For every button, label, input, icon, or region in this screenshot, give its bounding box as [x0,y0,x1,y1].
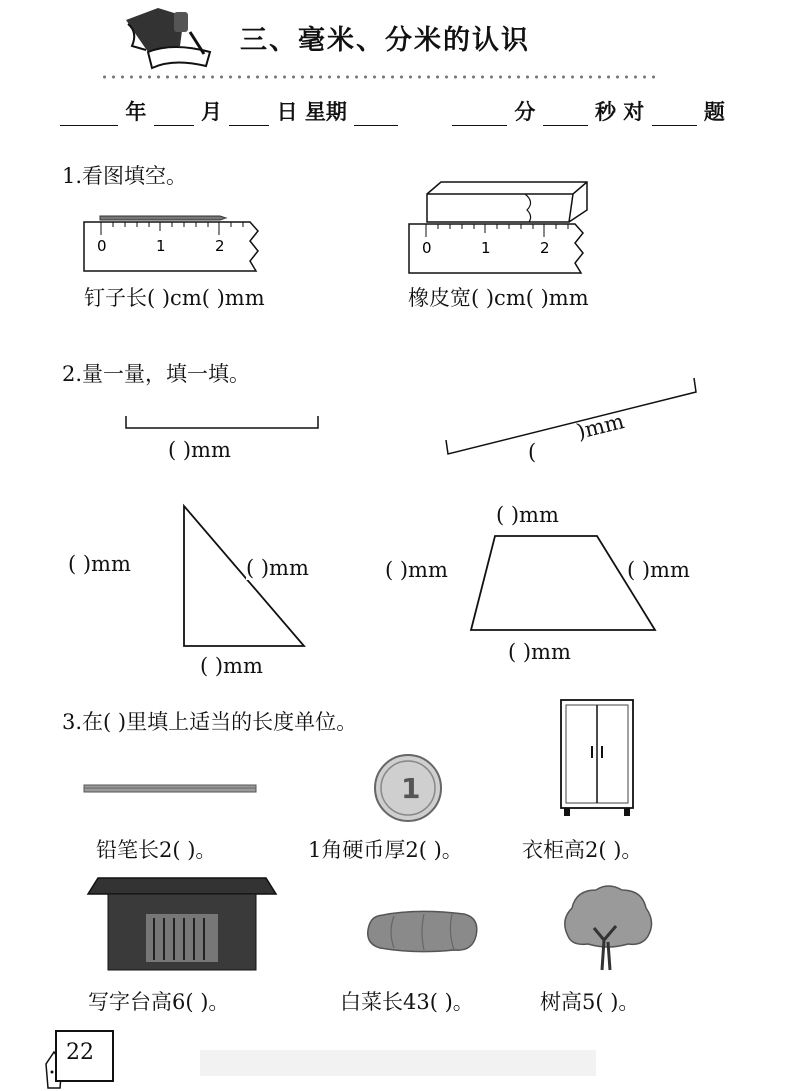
nail-ruler-figure [80,205,270,277]
wardrobe-label: 衣柜高2( )。 [522,838,643,862]
page-number: 22 [66,1040,94,1065]
nail-length-label: 钉子长( )cm( )mm [84,286,265,310]
eraser-width-label: 橡皮宽( )cm( )mm [408,286,589,310]
weekday-blank[interactable] [354,105,398,126]
triangle-bottom-label: ( )mm [200,654,263,678]
segment-1 [120,412,325,434]
segment-1-label: ( )mm [168,438,231,462]
trapezoid [465,530,661,636]
tick-label-0: 0 [97,237,107,255]
trapezoid-top-label: ( )mm [496,503,559,527]
segment-2-label: )mm [574,409,627,444]
triangle-left-label: ( )mm [68,552,131,576]
pencil-label: 铅笔长2( )。 [96,838,217,862]
desk-image [84,874,280,972]
coin-image [372,752,444,824]
segment-2 [440,372,705,462]
q2-title: 2.量一量，填一填。 [62,362,251,386]
trapezoid-bottom-label: ( )mm [508,640,571,664]
segment-2-open-paren: ( [528,440,537,464]
tree-label: 树高5( )。 [540,990,640,1014]
seconds-blank[interactable] [543,105,588,126]
correct-blank[interactable] [652,105,697,126]
score-line: 分 秒 对 题 [452,96,725,126]
header-illustration [118,2,218,74]
ruler [409,224,583,273]
tick-label-1: 1 [481,239,491,257]
nail [100,216,226,220]
trapezoid-right-label: ( )mm [627,558,690,582]
day-blank[interactable] [229,105,269,126]
title-divider [100,74,660,80]
year-blank[interactable] [60,105,118,126]
page-title: 三、毫米、分米的认识 [240,25,530,56]
tick-label-2: 2 [540,239,550,257]
tick-label-1: 1 [156,237,166,255]
minutes-blank[interactable] [452,105,507,126]
tick-label-2: 2 [215,237,225,255]
footer-bar [200,1050,596,1076]
trapezoid-left-label: ( )mm [385,558,448,582]
tree-image [558,880,658,972]
pencil-image [82,780,260,796]
desk-label: 写字台高6( )。 [88,990,230,1014]
svg-text:1: 1 [401,772,421,805]
wardrobe-image [557,696,637,820]
tick-label-0: 0 [422,239,432,257]
month-blank[interactable] [154,105,194,126]
coin-label: 1角硬币厚2( )。 [308,838,463,862]
eraser-ruler-figure [405,180,595,277]
triangle-hypotenuse-label: ( )mm [246,556,309,580]
q1-title: 1.看图填空。 [62,164,188,188]
ruler [84,222,258,271]
date-line: 年 月 日 星期 [60,96,398,126]
eraser [427,182,587,222]
q3-title: 3.在( )里填上适当的长度单位。 [62,710,358,734]
cabbage-label: 白菜长43( )。 [340,990,474,1014]
cabbage-image [364,908,482,954]
